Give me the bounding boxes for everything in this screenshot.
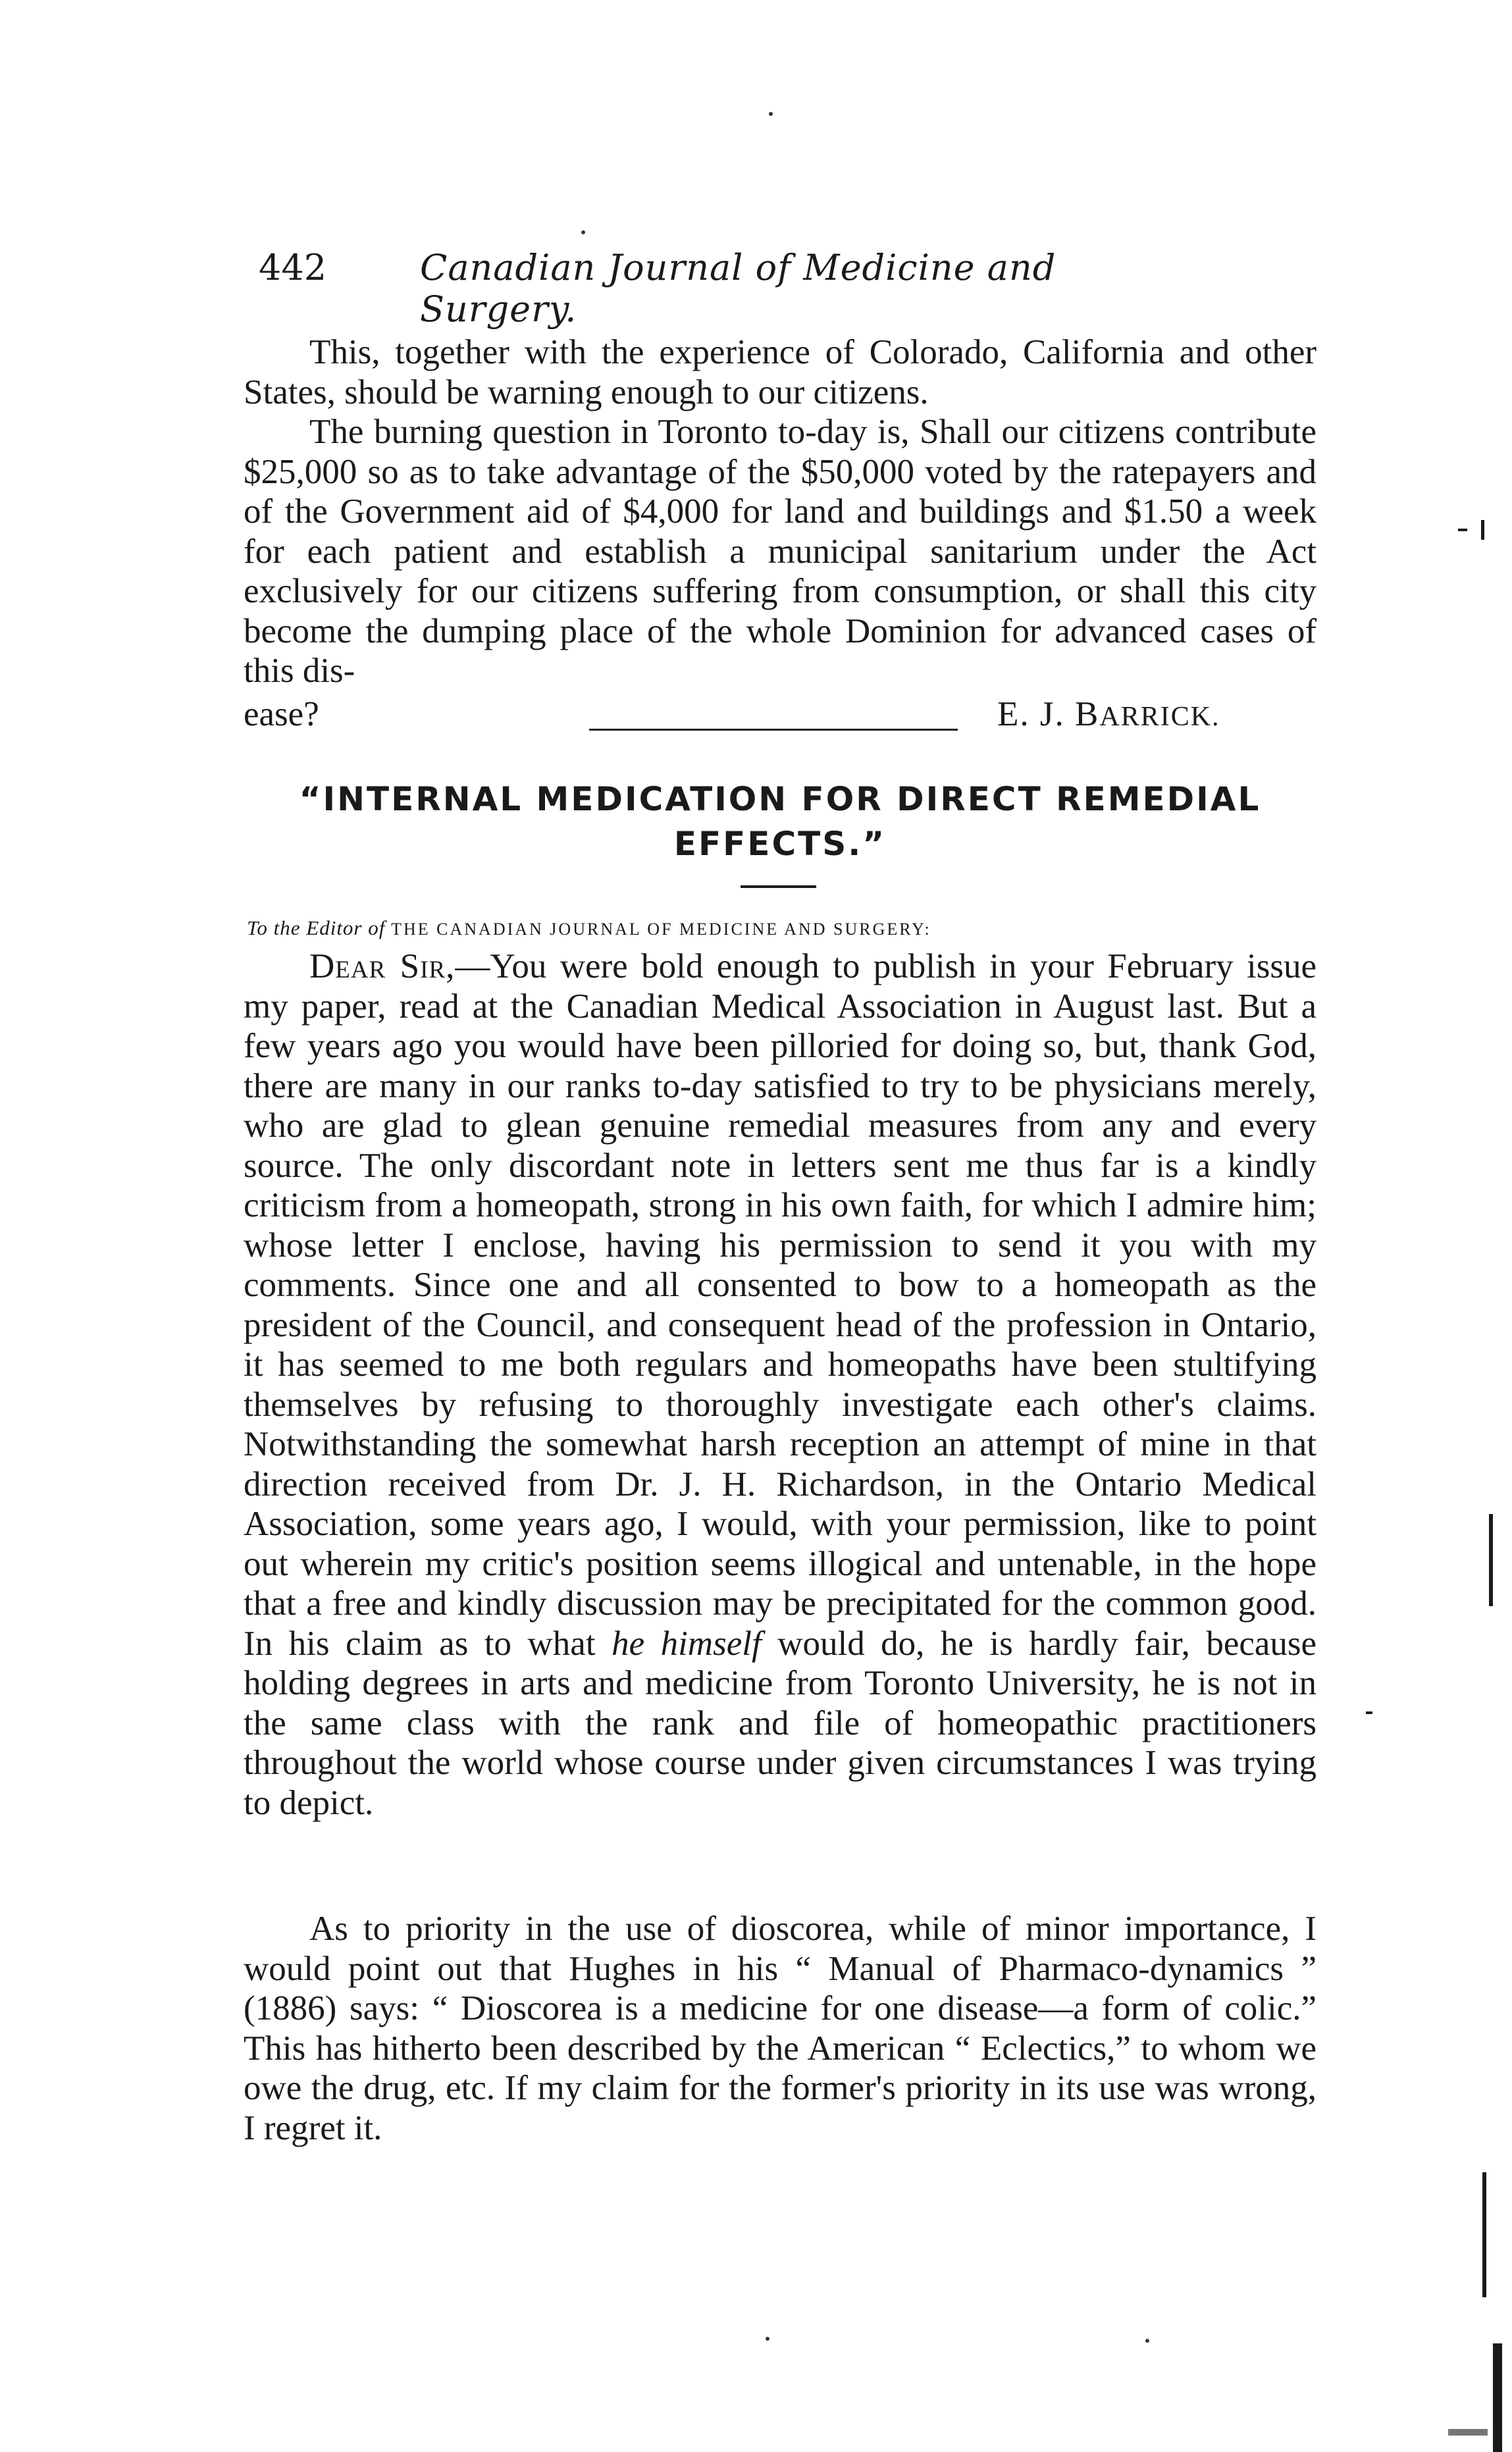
paragraph-end: ease?: [244, 695, 319, 733]
margin-mark: [1489, 1514, 1493, 1606]
author-signature: [997, 694, 1220, 734]
margin-mark: [1482, 2172, 1486, 2297]
running-header: [259, 247, 1180, 330]
paragraph: [244, 947, 1316, 1823]
scan-speck: [769, 112, 773, 116]
paragraph-text: —You were bold enough to publish in your February issue my paper, read at the Canadian Medical Association in August last. But a few years ago you would have been pilloried for doing so, but, thank God, there are many in our ranks to-day satisfied to try to be physicians merely, who are glad to glean genuine remedial measures from any and every source. The only discordant note in letters sent me thus far is a kindly criticism from a homeopath, strong in his own faith, for which I admire him; whose letter I enclose, having his permission to send it you with my comments. Since one and all consented to bow to a homeopath as the president of the Council, and consequent head of the profession in Ontario, it has seemed to me both regulars and homeopaths have been stultifying themselves by refusing to thoroughly investigate each other's claims. Notwithstanding the somewhat harsh reception an attempt of mine in that direction received from Dr. J. H. Richardson, in the Ontario Medical Association, some years ago, I would, with your permission, like to point out wherein my critic's position seems illogical and untenable, in the hope that a free and kindly discussion may be precipitated for the common good. In his claim as to what: [244, 947, 1316, 1663]
journal-title: Canadian Journal of Medicine and Surgery.: [420, 247, 1056, 330]
article-title-line: EFFECTS.”: [673, 825, 887, 863]
article-title: [244, 777, 1316, 866]
margin-mark: [1366, 1711, 1372, 1714]
address-journal: THE CANADIAN JOURNAL OF MEDICINE AND SURGERY:: [391, 920, 931, 939]
signature-surname: ARRICK.: [1099, 702, 1220, 732]
editor-address: [247, 916, 931, 940]
address-prefix: To the Editor of: [247, 916, 386, 939]
margin-mark: [1458, 529, 1467, 531]
salutation: Dear Sir,: [309, 947, 456, 985]
signature-initials: E. J. B: [997, 695, 1100, 733]
scan-speck: [766, 2337, 769, 2341]
scan-speck: [581, 230, 585, 234]
previous-article-text: [244, 332, 1316, 691]
article-title-line: “INTERNAL MEDICATION FOR DIRECT REMEDIAL: [299, 780, 1261, 818]
margin-mark: [1493, 2343, 1502, 2452]
paragraph: As to priority in the use of dioscorea, while of minor importance, I would point out that Hughes in his “ Manual of Pharmaco-dynamics ” (1886) says: “ Dioscorea is a medicine for one disease—a form of colic.” This has hitherto been described by the American “ Eclectics,” to whom we owe the drug, etc. If my claim for the former's priority in its use was wrong, I regret it.: [244, 1910, 1316, 2147]
emphasis: he himself: [612, 1624, 762, 1663]
signature-line: [244, 694, 1316, 737]
scan-speck: [1145, 2339, 1149, 2343]
title-divider: [741, 885, 816, 888]
margin-mark: [1481, 520, 1484, 540]
page-number: 442: [259, 247, 327, 288]
margin-mark: [1448, 2429, 1488, 2436]
divider: [589, 729, 958, 731]
letter-body: [244, 947, 1316, 1823]
paragraph: This, together with the experience of Colorado, California and other States, should be warning enough to our citizens.: [244, 333, 1316, 411]
paragraph: The burning question in Toronto to-day is, Shall our citizens contribute $25,000 so as to take advantage of the $50,000 voted by the ratepayers and of the Government aid of $4,000 for land and buildings and $1.50 a week for each patient and establish a municipal sanitarium under the Act exclusively for our citizens suffering from consumption, or shall this city become the dumping place of the whole Dominion for advanced cases of this dis-: [244, 413, 1316, 690]
letter-body-continued: [244, 1909, 1316, 2148]
paragraph-text: would do, he is hardly fair, because holding degrees in arts and medicine from Toronto University, he is not in the same class with the rank and file of homeopathic practitioners throughout the world whose course under given circumstances I was trying to depict.: [244, 1624, 1317, 1822]
